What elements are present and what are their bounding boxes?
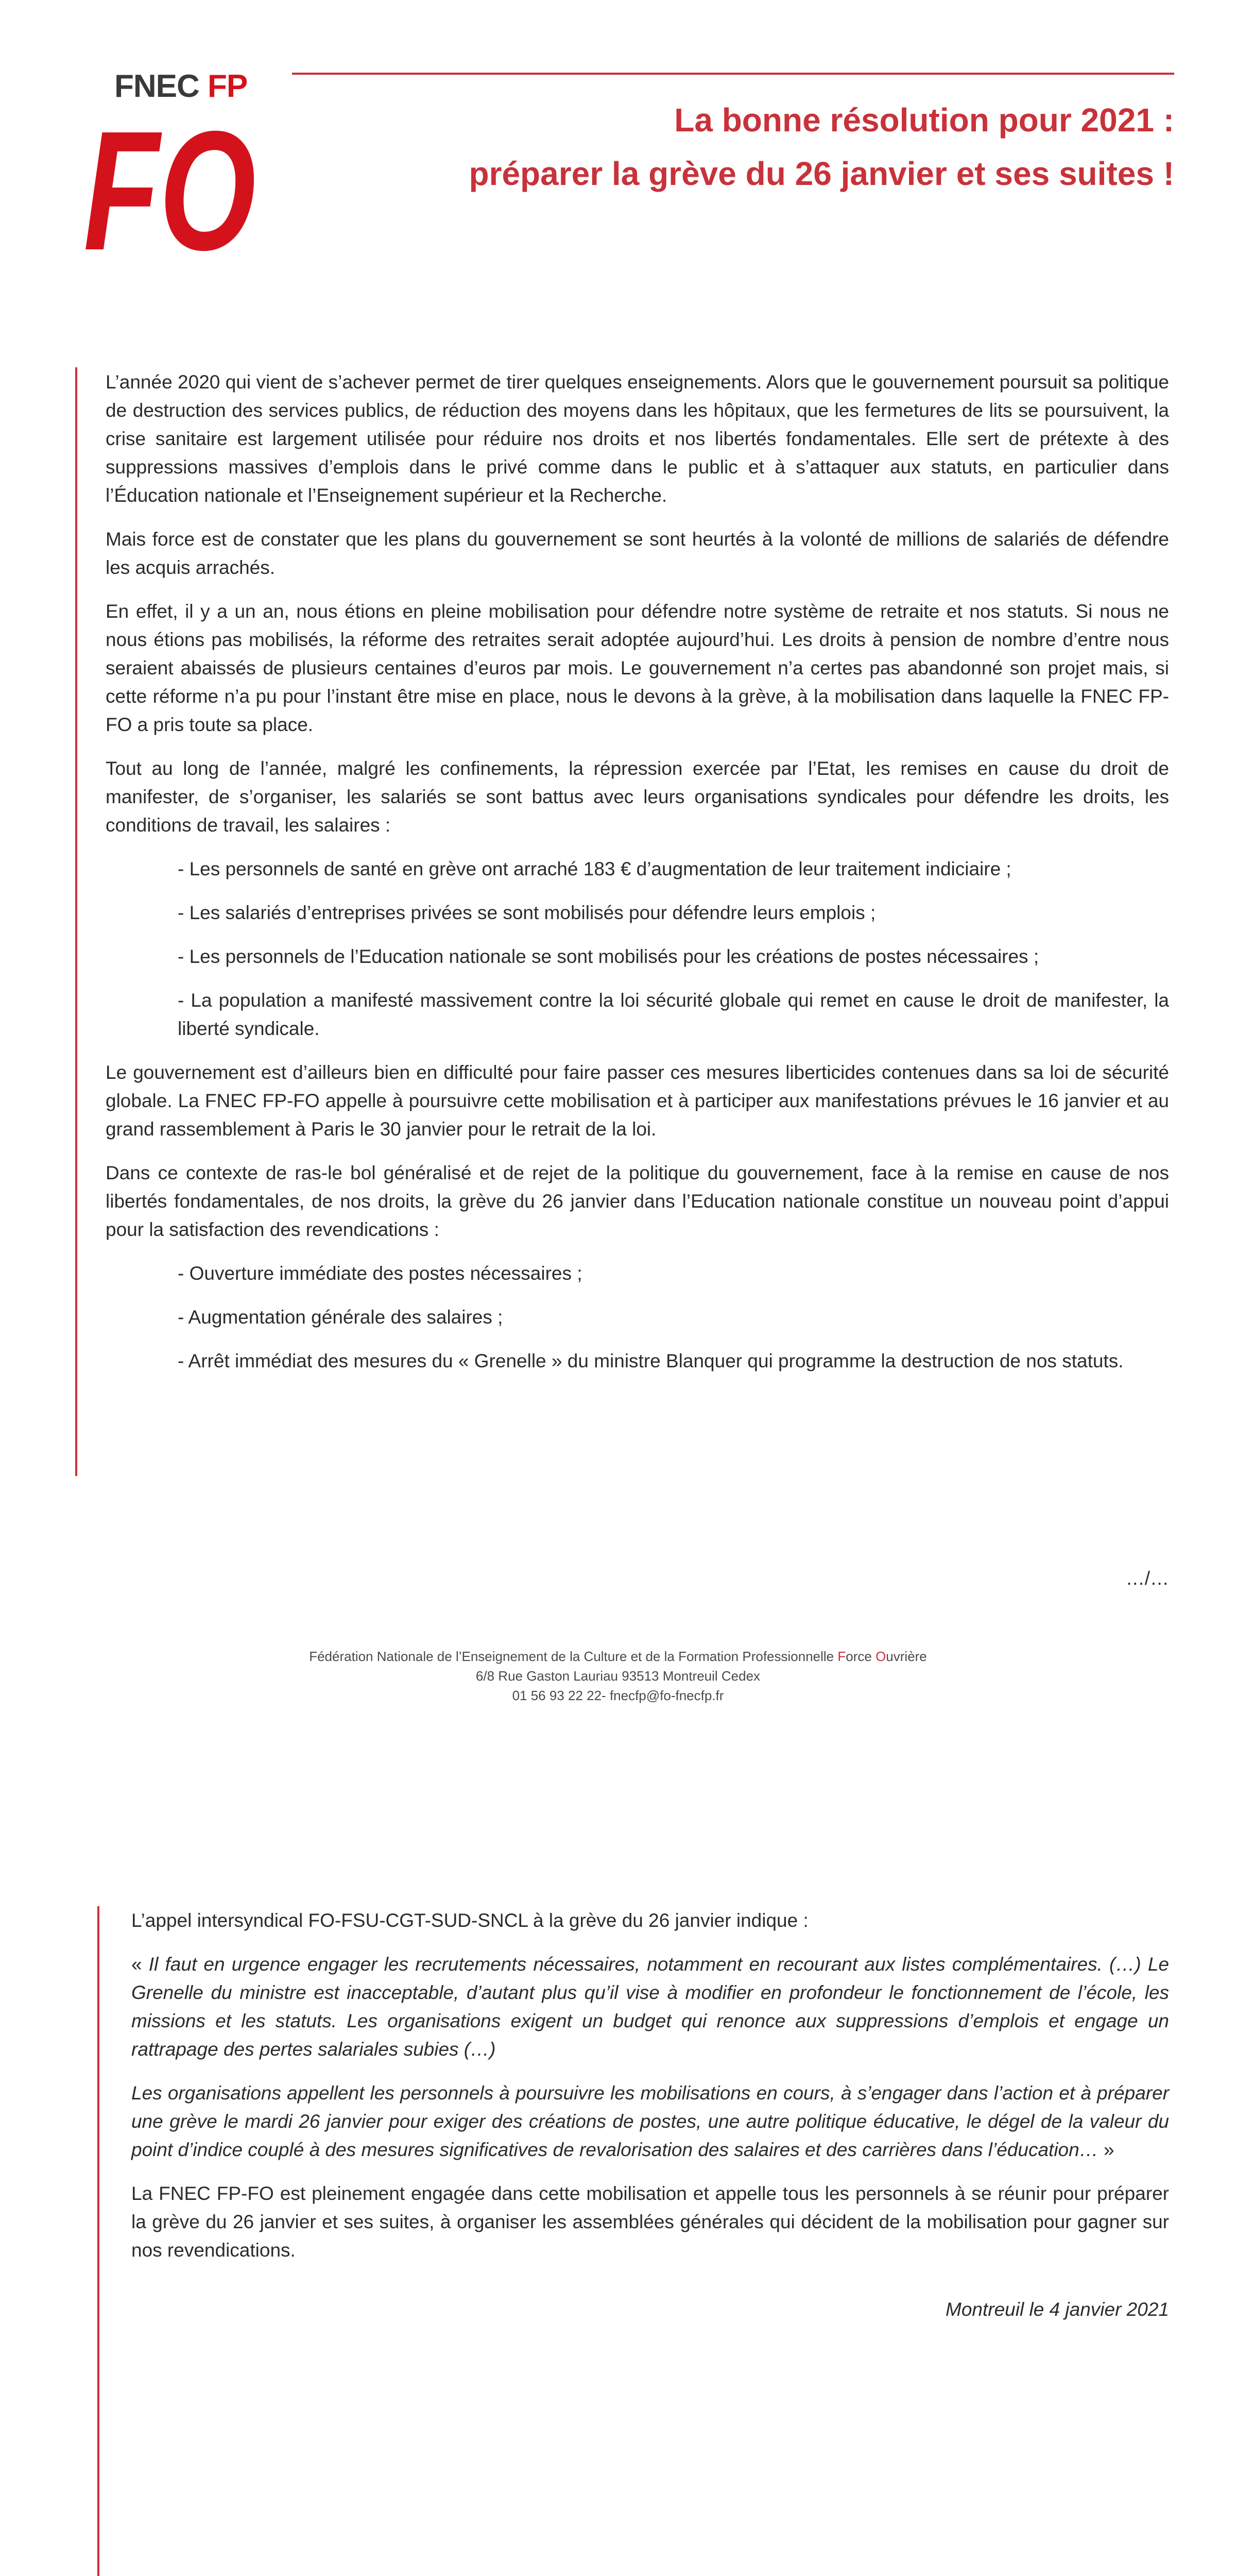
paragraph: Mais force est de constater que les plans du gouvernement se sont heurtés à la volonté de millions de salariés de défendre les acquis arrachés. xyxy=(106,529,1169,578)
list-item: - La population a manifesté massivement contre la loi sécurité globale qui remet en cause le droit de manifester, la liberté syndicale. xyxy=(178,990,1169,1039)
page-title-line-1: La bonne résolution pour 2021 : xyxy=(674,101,1174,139)
page1-body xyxy=(106,368,1169,1391)
logo-fo-text: FO xyxy=(83,95,256,285)
list-item: - Augmentation générale des salaires ; xyxy=(178,1307,503,1328)
list-item: - Ouverture immédiate des postes nécessaires ; xyxy=(178,1263,582,1284)
paragraph: En effet, il y a un an, nous étions en pleine mobilisation pour défendre notre système de retraite et nos statuts. Si nous ne nous étions pas mobilisés, la réforme des retraites serait adoptée aujourd’hui. Les droits à pension de nombre d’entre nous seraient abaissés de plusieurs centaines d’euros par mois. Le gouvernement n’a certes pas abandonné son projet mais, si cette réforme n’a pu pour l’instant être mise en place, nous le devons à la grève, à la mobilisation dans laquelle la FNEC FP-FO a pris toute sa place. xyxy=(106,601,1169,735)
list-item: - Les salariés d’entreprises privées se sont mobilisés pour défendre leurs emplois ; xyxy=(178,902,876,923)
left-margin-rule xyxy=(75,367,77,1476)
footer-line-2: 6/8 Rue Gaston Lauriau 93513 Montreuil Cedex xyxy=(475,1668,761,1684)
quote-paragraph: « Il faut en urgence engager les recrutements nécessaires, notamment en recourant aux listes complémentaires. (…) Le Grenelle du ministre est inacceptable, d’autant plus qu’il vise à modifier en profondeur le fonctionnement de l’école, les missions et les statuts. Les organisations exigent un budget qui renonce aux suppressions d’emplois et engage un rattrapage des pertes salariales subies (…) xyxy=(131,1954,1170,2060)
footer-address xyxy=(0,1647,1236,1705)
fnec-fp-fo-logo xyxy=(83,69,258,285)
left-margin-rule-page-2 xyxy=(97,1906,99,2576)
paragraph: L’appel intersyndical FO-FSU-CGT-SUD-SNCL à la grève du 26 janvier indique : xyxy=(131,1910,809,1931)
list-item: - Les personnels de santé en grève ont arraché 183 € d’augmentation de leur traitement indiciaire ; xyxy=(178,858,1011,879)
fo-logo-icon xyxy=(83,95,258,285)
page2-body xyxy=(131,1906,1169,2339)
footer-line-1: Fédération Nationale de l’Enseignement de la Culture et de la Formation Professionnelle Force Ouvrière xyxy=(309,1649,927,1664)
list-item: - Les personnels de l’Education nationale se sont mobilisés pour les créations de postes nécessaires ; xyxy=(178,946,1039,967)
paragraph: L’année 2020 qui vient de s’achever permet de tirer quelques enseignements. Alors que le gouvernement poursuit sa politique de destruction des services publics, de réduction des moyens dans les hôpitaux, que les fermetures de lits se poursuivent, la crise sanitaire est largement utilisée pour réduire nos droits et nos libertés fondamentales. Elle sert de prétexte à des suppressions massives d’emplois dans le privé comme dans le public et à s’attaquer aux statuts, en particulier dans l’Éducation nationale et l’Enseignement supérieur et la Recherche. xyxy=(106,371,1169,506)
page-title-line-2: préparer la grève du 26 janvier et ses suites ! xyxy=(469,155,1174,192)
paragraph: Le gouvernement est d’ailleurs bien en difficulté pour faire passer ces mesures liberticides contenues dans sa loi de sécurité globale. La FNEC FP-FO appelle à poursuivre cette mobilisation et à participer aux manifestations prévues le 16 janvier et au grand rassemblement à Paris le 30 janvier pour le retrait de la loi. xyxy=(106,1062,1169,1140)
logo-fp: FP xyxy=(208,69,248,104)
quote-paragraph: Les organisations appellent les personnels à poursuivre les mobilisations en cours, à s’engager dans l’action et à préparer une grève le mardi 26 janvier pour exiger des créations de postes, une autre politique éducative, le dégel de la valeur du point d’indice couplé à des mesures significatives de revalorisation des salaires et des carrières dans l’éducation… » xyxy=(131,2082,1169,2160)
footer-line-3: 01 56 93 22 22- fnecfp@fo-fnecfp.fr xyxy=(512,1688,724,1703)
logo-fnec: FNEC xyxy=(114,69,199,104)
list-item: - Arrêt immédiat des mesures du « Grenelle » du ministre Blanquer qui programme la destruction de nos statuts. xyxy=(178,1350,1124,1371)
signature-date: Montreuil le 4 janvier 2021 xyxy=(946,2299,1169,2320)
paragraph: Dans ce contexte de ras-le bol généralisé et de rejet de la politique du gouvernement, face à la remise en cause de nos libertés fondamentales, de nos droits, la grève du 26 janvier dans l’Education nationale constitue un nouveau point d’appui pour la satisfaction des revendications : xyxy=(106,1162,1169,1240)
paragraph: La FNEC FP-FO est pleinement engagée dans cette mobilisation et appelle tous les personnels à se réunir pour préparer la grève du 26 janvier et ses suites, à organiser les assemblées générales qui décident de la mobilisation pour gagner sur nos revendications. xyxy=(131,2183,1169,2261)
header-rule xyxy=(292,73,1174,75)
continued-marker: …/… xyxy=(1125,1568,1169,1589)
paragraph: Tout au long de l’année, malgré les confinements, la répression exercée par l’Etat, les remises en cause du droit de manifester, de s’organiser, les salariés se sont battus avec leurs organisations syndicales pour défendre les droits, les conditions de travail, les salaires : xyxy=(106,758,1169,836)
